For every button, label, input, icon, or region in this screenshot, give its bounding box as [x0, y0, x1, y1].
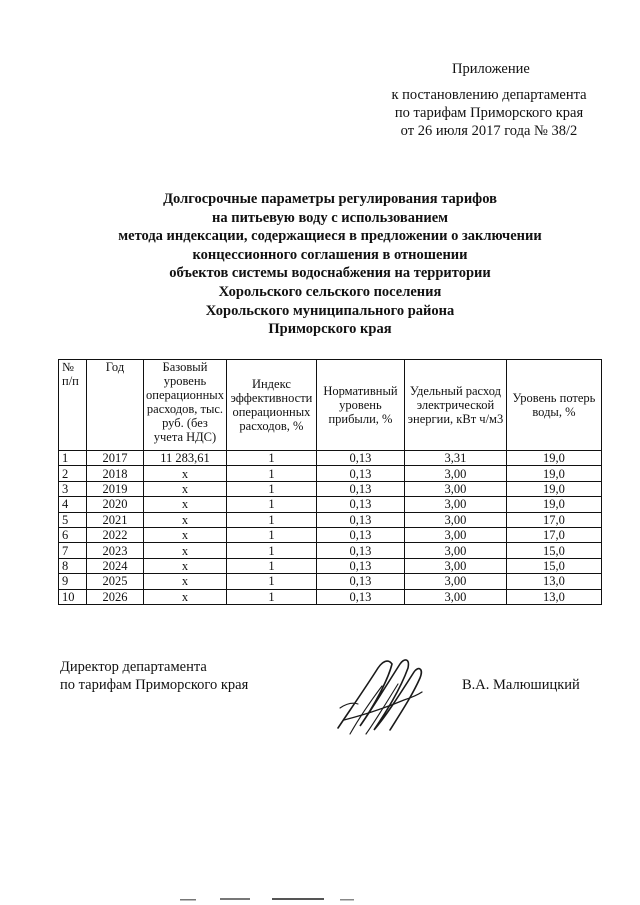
cell-base-expenses: x	[144, 558, 227, 573]
title-line: Хорольского муниципального района	[205, 302, 455, 319]
title-line: на питьевую воду с использованием	[211, 209, 449, 226]
cell-number: 8	[59, 558, 87, 573]
appendix-line: по тарифам Приморского края	[394, 105, 584, 121]
cell-efficiency-index: 1	[226, 589, 316, 604]
cell-profit-level: 0,13	[316, 481, 404, 496]
cell-water-loss: 19,0	[506, 451, 601, 466]
cell-efficiency-index: 1	[226, 481, 316, 496]
cell-year: 2018	[87, 466, 144, 481]
table-row	[59, 558, 602, 573]
cell-energy-consumption: 3,00	[404, 466, 506, 481]
cell-efficiency-index: 1	[226, 512, 316, 527]
cell-number: 6	[59, 527, 87, 542]
table-row	[59, 451, 602, 466]
table-row	[59, 481, 602, 496]
header-year: Год	[87, 360, 144, 451]
table-row	[59, 543, 602, 558]
header-water-loss: Уровень потерь воды, %	[506, 360, 601, 451]
cell-energy-consumption: 3,00	[404, 512, 506, 527]
cell-base-expenses: x	[144, 466, 227, 481]
signer-position-line: по тарифам Приморского края	[60, 677, 249, 693]
cell-energy-consumption: 3,00	[404, 481, 506, 496]
cell-water-loss: 15,0	[506, 543, 601, 558]
cell-base-expenses: x	[144, 512, 227, 527]
title-line: Долгосрочные параметры регулирования тарифов	[163, 191, 497, 207]
cell-number: 4	[59, 497, 87, 512]
appendix-gap	[360, 78, 600, 86]
cell-profit-level: 0,13	[316, 589, 404, 604]
cell-energy-consumption: 3,00	[404, 527, 506, 542]
appendix-block	[360, 60, 600, 140]
cell-year: 2023	[87, 543, 144, 558]
cell-efficiency-index: 1	[226, 558, 316, 573]
cell-number: 7	[59, 543, 87, 558]
cell-base-expenses: 11 283,61	[144, 451, 227, 466]
cell-water-loss: 15,0	[506, 558, 601, 573]
cell-profit-level: 0,13	[316, 512, 404, 527]
signer-position	[60, 658, 248, 694]
cell-year: 2019	[87, 481, 144, 496]
cell-water-loss: 17,0	[506, 527, 601, 542]
cell-year: 2017	[87, 451, 144, 466]
cell-number: 1	[59, 451, 87, 466]
cell-efficiency-index: 1	[226, 466, 316, 481]
cell-profit-level: 0,13	[316, 497, 404, 512]
appendix-line: от 26 июля 2017 года № 38/2	[400, 123, 578, 139]
cell-year: 2026	[87, 589, 144, 604]
cell-water-loss: 17,0	[506, 512, 601, 527]
cell-profit-level: 0,13	[316, 451, 404, 466]
cell-year: 2020	[87, 497, 144, 512]
title-line: Хорольского сельского поселения	[218, 283, 442, 300]
cell-energy-consumption: 3,00	[404, 497, 506, 512]
cell-number: 10	[59, 589, 87, 604]
cell-base-expenses: x	[144, 481, 227, 496]
header-profit-level: Нормативный уровень прибыли, %	[316, 360, 404, 451]
cell-number: 3	[59, 481, 87, 496]
cell-year: 2025	[87, 574, 144, 589]
header-base-expenses: Базовый уровень операционных расходов, тыс. руб. (без учета НДС)	[144, 360, 227, 451]
cell-number: 2	[59, 466, 87, 481]
table-row	[59, 574, 602, 589]
cell-year: 2024	[87, 558, 144, 573]
table-header-row	[59, 360, 602, 451]
handwritten-signature	[330, 650, 430, 740]
cell-profit-level: 0,13	[316, 558, 404, 573]
cell-year: 2021	[87, 512, 144, 527]
cell-profit-level: 0,13	[316, 527, 404, 542]
cell-water-loss: 13,0	[506, 589, 601, 604]
table-row	[59, 497, 602, 512]
cell-energy-consumption: 3,00	[404, 543, 506, 558]
cell-base-expenses: x	[144, 527, 227, 542]
table-row	[59, 589, 602, 604]
cell-profit-level: 0,13	[316, 543, 404, 558]
signer-position-line: Директор департамента	[60, 659, 207, 675]
cell-water-loss: 19,0	[506, 481, 601, 496]
cell-water-loss: 13,0	[506, 574, 601, 589]
signer-name: В.А. Малюшицкий	[462, 677, 580, 693]
cell-profit-level: 0,13	[316, 574, 404, 589]
cell-energy-consumption: 3,00	[404, 589, 506, 604]
cell-energy-consumption: 3,00	[404, 558, 506, 573]
cell-profit-level: 0,13	[316, 466, 404, 481]
cell-water-loss: 19,0	[506, 497, 601, 512]
title-line: метода индексации, содержащиеся в предложении о заключении	[118, 228, 542, 245]
cell-base-expenses: x	[144, 543, 227, 558]
cell-energy-consumption: 3,00	[404, 574, 506, 589]
cell-base-expenses: x	[144, 589, 227, 604]
cell-base-expenses: x	[144, 497, 227, 512]
cell-energy-consumption: 3,31	[404, 451, 506, 466]
cell-efficiency-index: 1	[226, 543, 316, 558]
table-row	[59, 512, 602, 527]
cell-efficiency-index: 1	[226, 527, 316, 542]
header-efficiency-index: Индекс эффективности операционных расходов, %	[226, 360, 316, 451]
parameters-table	[58, 359, 602, 605]
appendix-title: Приложение	[452, 61, 530, 77]
header-energy-consumption: Удельный расход электрической энергии, кВт ч/м3	[404, 360, 506, 451]
table-body	[59, 451, 602, 605]
cell-year: 2022	[87, 527, 144, 542]
table-row	[59, 527, 602, 542]
header-number: № п/п	[59, 360, 87, 451]
title-line: объектов системы водоснабжения на территории	[169, 265, 491, 282]
table-row	[59, 466, 602, 481]
cell-efficiency-index: 1	[226, 497, 316, 512]
cell-base-expenses: x	[144, 574, 227, 589]
cell-water-loss: 19,0	[506, 466, 601, 481]
cell-efficiency-index: 1	[226, 574, 316, 589]
scan-edge-marks	[180, 895, 380, 905]
title-line: концессионного соглашения в отношении	[192, 246, 468, 263]
cell-number: 5	[59, 512, 87, 527]
document-title	[60, 190, 600, 339]
title-line: Приморского края	[268, 321, 392, 338]
cell-number: 9	[59, 574, 87, 589]
appendix-line: к постановлению департамента	[391, 87, 587, 103]
cell-efficiency-index: 1	[226, 451, 316, 466]
